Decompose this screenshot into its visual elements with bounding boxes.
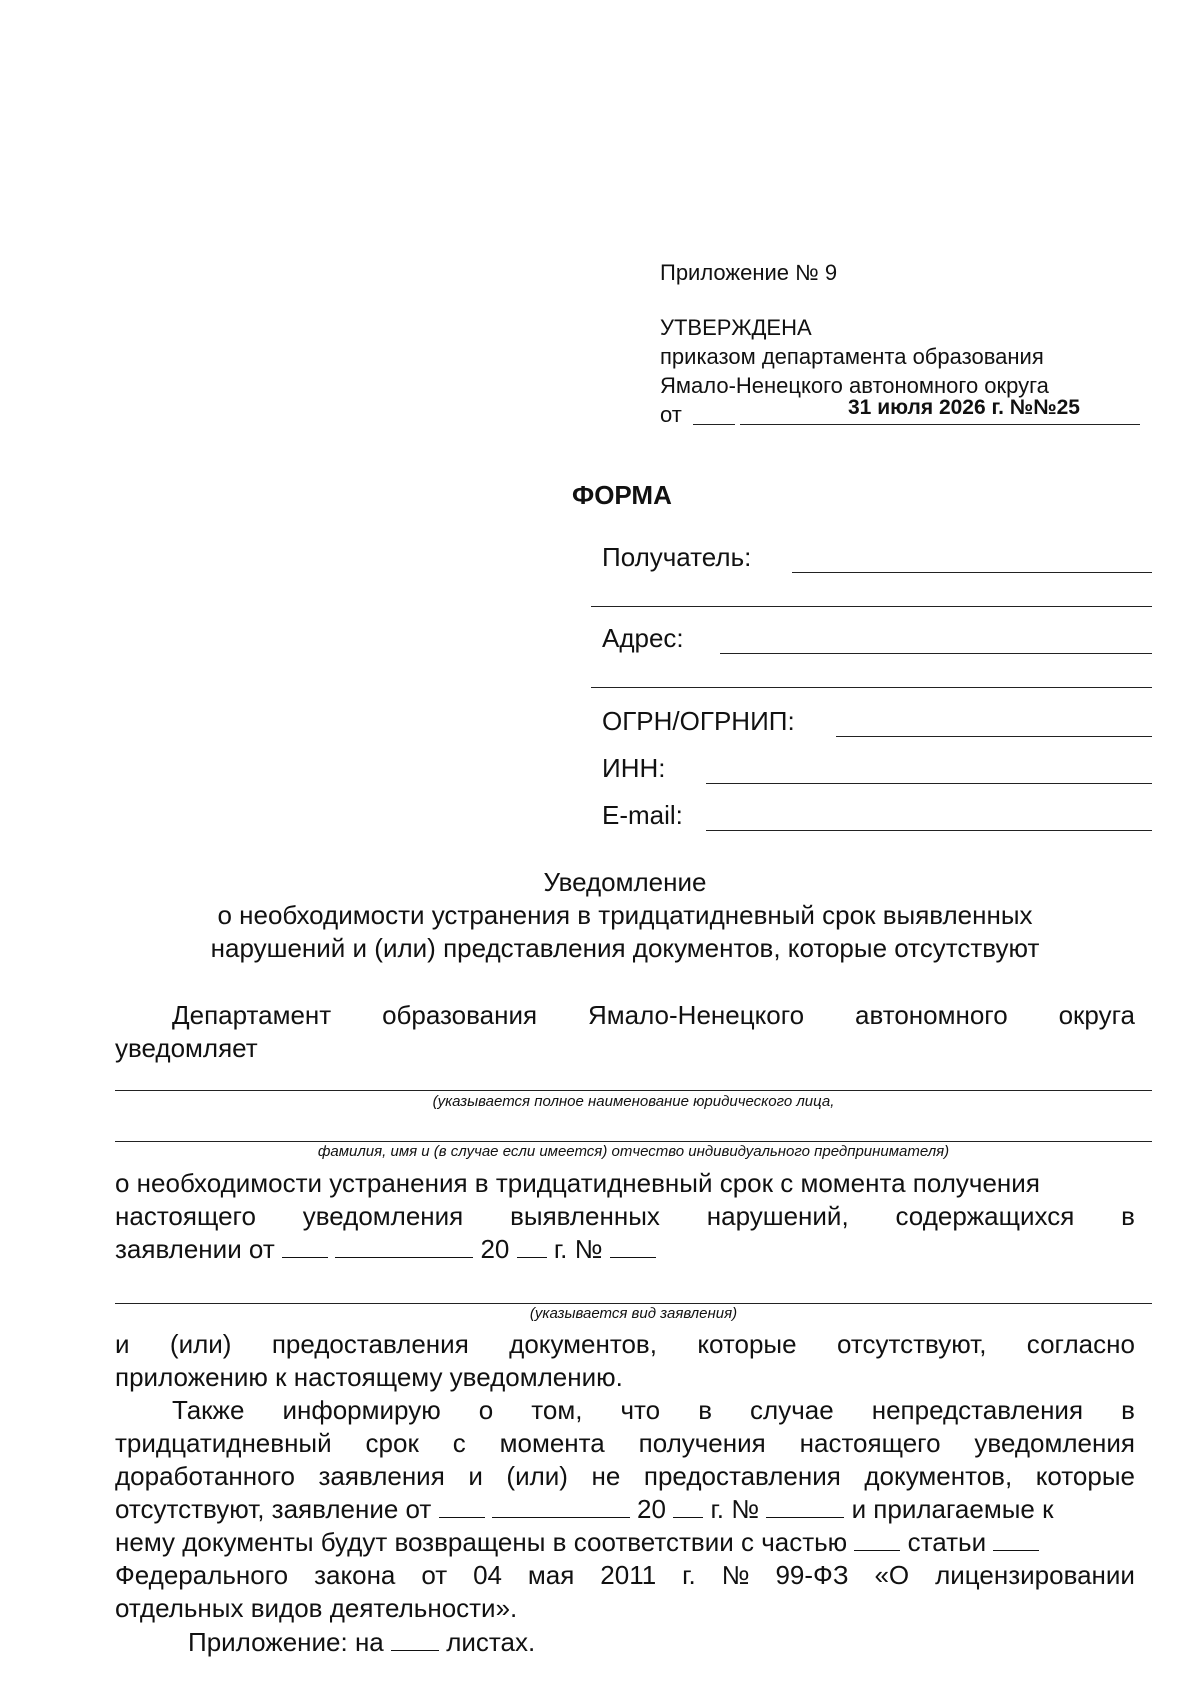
para-word: настоящего — [115, 1201, 256, 1231]
para-word: срок — [365, 1428, 419, 1458]
attachment-label: Приложение: на — [188, 1627, 384, 1657]
para-word: документов, — [864, 1461, 1013, 1491]
app-number-blank[interactable] — [610, 1235, 656, 1258]
para3-line-1 — [172, 1395, 1135, 1426]
para-word: доработанного — [115, 1461, 295, 1491]
para-word: (или) — [506, 1461, 568, 1491]
address-field-line-2[interactable] — [591, 687, 1152, 688]
para-word: выявленных — [510, 1201, 660, 1231]
from-label: от — [660, 402, 682, 427]
para-word: № — [721, 1560, 750, 1590]
day-blank — [693, 424, 735, 425]
para-word: содержащихся — [895, 1201, 1075, 1231]
para-word: и — [468, 1461, 483, 1491]
article-blank[interactable] — [993, 1528, 1039, 1551]
para-word: заявления — [318, 1461, 445, 1491]
caption-person: фамилия, имя и (в случае если имеется) отчество индивидуального предпринимателя) — [317, 1143, 950, 1160]
para-word: которые — [697, 1329, 797, 1359]
part-blank[interactable] — [854, 1528, 900, 1551]
inn-label: ИНН: — [602, 753, 666, 783]
ogrn-label: ОГРН/ОГРНИП: — [602, 706, 795, 736]
para-word: Также — [172, 1395, 245, 1425]
para-word: документов, — [509, 1329, 657, 1359]
notice-title-block — [115, 866, 1135, 965]
para-word: о — [478, 1395, 494, 1425]
number-label-2: г. № — [710, 1494, 760, 1524]
para-word: тридцатидневный — [115, 1428, 332, 1458]
para2-line-2: приложению к настоящему уведомлению. — [115, 1362, 623, 1392]
app2-month-blank[interactable] — [492, 1495, 630, 1518]
para-word: в — [1121, 1201, 1135, 1231]
app-month-blank[interactable] — [335, 1235, 473, 1258]
para1-line-2 — [115, 1201, 1135, 1232]
para2-line-1 — [115, 1329, 1135, 1360]
para-word: информирую — [282, 1395, 441, 1425]
number-label: г. № — [553, 1234, 603, 1264]
date-blank — [740, 424, 1140, 425]
para3-line-6 — [115, 1560, 1135, 1591]
application-date-label-2: отсутствуют, заявление от — [115, 1494, 432, 1524]
para-word: предоставления — [271, 1329, 469, 1359]
sheets-label: листах. — [446, 1627, 536, 1657]
notice-subtitle-1: о необходимости устранения в тридцатидневный срок выявленных — [217, 900, 1033, 930]
attachment-line — [188, 1627, 535, 1658]
para3-line-7: отдельных видов деятельности». — [115, 1593, 518, 1623]
app2-day-blank[interactable] — [439, 1495, 485, 1518]
para-word: мая — [527, 1560, 575, 1590]
article-label: статьи — [907, 1527, 987, 1557]
para1-line-3 — [115, 1234, 656, 1265]
para-word: отсутствуют, — [836, 1329, 987, 1359]
recipient-field-line-2[interactable] — [591, 606, 1152, 607]
app2-year-blank[interactable] — [673, 1495, 703, 1518]
application-date-label: заявлении от — [115, 1234, 275, 1264]
para-word: 2011 — [600, 1560, 657, 1590]
app-year-blank[interactable] — [517, 1235, 547, 1258]
para3-line-5 — [115, 1527, 1039, 1558]
para-word: нарушений, — [706, 1201, 849, 1231]
para-word: которые — [1035, 1461, 1135, 1491]
para-word: Федерального — [115, 1560, 289, 1590]
app-day-blank[interactable] — [282, 1235, 328, 1258]
ogrn-field-line[interactable] — [836, 736, 1152, 737]
email-field-line[interactable] — [706, 830, 1152, 831]
address-field-line[interactable] — [720, 653, 1152, 654]
notice-title: Уведомление — [543, 867, 707, 897]
para-word: том, — [531, 1395, 583, 1425]
sheets-blank[interactable] — [391, 1628, 439, 1651]
para3-line-2 — [115, 1428, 1135, 1459]
intro-word: округа — [1058, 1000, 1135, 1030]
para-word: непредставления — [871, 1395, 1084, 1425]
para1-line-1: о необходимости устранения в тридцатидневный срок с момента получения — [115, 1168, 1040, 1198]
intro-word: образования — [382, 1000, 538, 1030]
recipient-label: Получатель: — [602, 542, 752, 572]
appendix-number: Приложение № 9 — [660, 260, 838, 285]
approved-line-2: Ямало-Ненецкого автономного округа — [660, 373, 1049, 398]
para-word: уведомления — [974, 1428, 1135, 1458]
para-word: 04 — [473, 1560, 502, 1590]
approved-date-line — [660, 400, 682, 429]
email-label: E-mail: — [602, 800, 683, 830]
person-name-line[interactable] — [115, 1141, 1152, 1142]
intro-word: Департамент — [172, 1000, 332, 1030]
intro-word: Ямало-Ненецкого — [587, 1000, 805, 1030]
caption-legal: (указывается полное наименование юридического лица, — [432, 1093, 835, 1110]
intro-line-1 — [172, 1000, 1135, 1031]
notifies-word: уведомляет — [115, 1033, 258, 1063]
para-word: (или) — [169, 1329, 232, 1359]
year-prefix-2: 20 — [637, 1494, 666, 1524]
legal-name-line[interactable] — [115, 1090, 1152, 1091]
para-word: в — [1121, 1395, 1135, 1425]
form-title: ФОРМА — [572, 480, 672, 510]
caption-kind: (указывается вид заявления) — [529, 1305, 738, 1322]
para-word: не — [591, 1461, 621, 1491]
para-word: лицензировании — [935, 1560, 1135, 1590]
para-word: и — [115, 1329, 130, 1359]
inn-field-line[interactable] — [706, 783, 1152, 784]
para-word: с — [452, 1428, 466, 1458]
approved-label: УТВЕРЖДЕНА — [660, 315, 812, 340]
notice-subtitle-2: нарушений и (или) представления документов, которые отсутствуют — [210, 933, 1040, 963]
para3-line-4 — [115, 1494, 1053, 1525]
year-prefix: 20 — [480, 1234, 510, 1264]
para-word: от — [421, 1560, 448, 1590]
para-word: «О — [874, 1560, 910, 1590]
returned-text: нему документы будут возвращены в соответствии с частью — [115, 1527, 848, 1557]
para-word: настоящего — [799, 1428, 941, 1458]
para-word: предоставления — [643, 1461, 841, 1491]
approved-line-1: приказом департамента образования — [660, 344, 1044, 369]
para-word: получения — [638, 1428, 766, 1458]
para-word: 99-ФЗ — [775, 1560, 849, 1590]
intro-word: автономного — [855, 1000, 1008, 1030]
para-word: случае — [750, 1395, 834, 1425]
address-label: Адрес: — [602, 623, 684, 653]
para-word: г. — [682, 1560, 696, 1590]
date-stamp: 31 июля 2026 г. №№25 — [848, 396, 1080, 419]
para-word: что — [620, 1395, 661, 1425]
para-word: в — [698, 1395, 712, 1425]
application-kind-line[interactable] — [115, 1303, 1152, 1304]
para-word: момента — [499, 1428, 605, 1458]
recipient-field-line[interactable] — [792, 572, 1152, 573]
para-word: согласно — [1026, 1329, 1135, 1359]
para-word: закона — [314, 1560, 396, 1590]
app2-number-blank[interactable] — [766, 1495, 844, 1518]
attached-text: и прилагаемые к — [851, 1494, 1054, 1524]
para3-line-3 — [115, 1461, 1135, 1492]
para-word: уведомления — [302, 1201, 464, 1231]
